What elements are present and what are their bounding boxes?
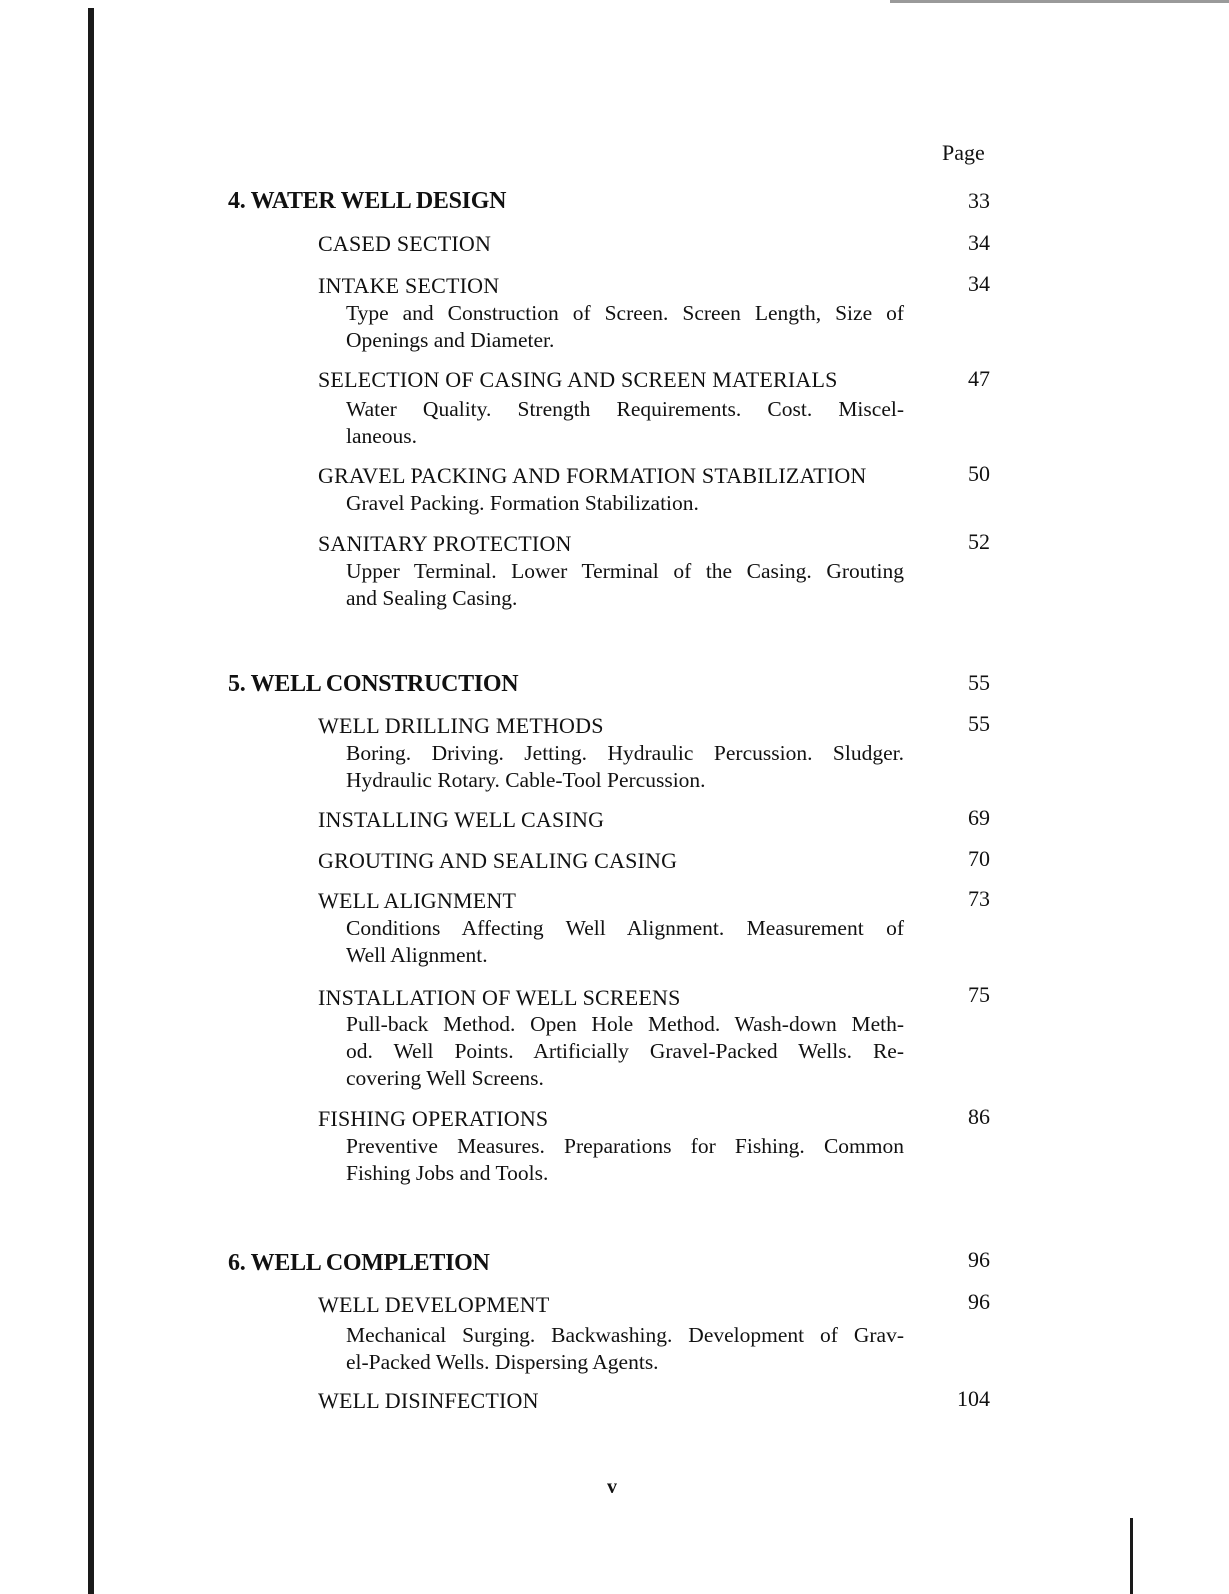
description-line: Gravel Packing. Formation Stabilization. bbox=[346, 491, 699, 515]
scan-edge-left bbox=[88, 8, 94, 1594]
section-page-number: 75 bbox=[968, 982, 990, 1007]
chapter-page-number: 33 bbox=[968, 188, 990, 213]
page-column-label: Page bbox=[942, 140, 985, 165]
section-title: GRAVEL PACKING AND FORMATION STABILIZATION bbox=[318, 463, 867, 488]
section-page-number: 50 bbox=[968, 461, 990, 486]
page-folio: v bbox=[607, 1476, 617, 1498]
section-description bbox=[346, 300, 904, 354]
section-title: FISHING OPERATIONS bbox=[318, 1106, 549, 1131]
chapter-title: 5. WELL CONSTRUCTION bbox=[228, 671, 519, 697]
description-line: Fishing Jobs and Tools. bbox=[346, 1161, 549, 1185]
section-description bbox=[346, 1322, 904, 1376]
section-title: INSTALLATION OF WELL SCREENS bbox=[318, 985, 681, 1010]
section-description bbox=[346, 1133, 904, 1187]
description-line: Water Quality. Strength Requirements. Cost. Miscel- bbox=[346, 397, 904, 421]
description-line: Mechanical Surging. Backwashing. Development of Grav- bbox=[346, 1323, 904, 1347]
section-title: CASED SECTION bbox=[318, 231, 492, 256]
section-page-number: 34 bbox=[968, 271, 990, 296]
description-line: Upper Terminal. Lower Terminal of the Casing. Grouting bbox=[346, 559, 904, 583]
section-title: WELL DISINFECTION bbox=[318, 1388, 539, 1413]
section-page-number: 104 bbox=[957, 1386, 990, 1411]
section-page-number: 47 bbox=[968, 366, 990, 391]
scan-top-rule bbox=[890, 0, 1229, 3]
section-page-number: 55 bbox=[968, 711, 990, 736]
description-line: el-Packed Wells. Dispersing Agents. bbox=[346, 1350, 659, 1374]
section-description bbox=[346, 740, 904, 794]
chapter-title: 6. WELL COMPLETION bbox=[228, 1250, 490, 1276]
section-title: INTAKE SECTION bbox=[318, 273, 500, 298]
section-title: WELL DEVELOPMENT bbox=[318, 1292, 550, 1317]
section-page-number: 69 bbox=[968, 805, 990, 830]
chapter-title: 4. WATER WELL DESIGN bbox=[228, 188, 507, 214]
section-title: SANITARY PROTECTION bbox=[318, 531, 572, 556]
description-line: Preventive Measures. Preparations for Fishing. Common bbox=[346, 1134, 904, 1158]
section-title: WELL DRILLING METHODS bbox=[318, 713, 604, 738]
description-line: Pull-back Method. Open Hole Method. Wash-down Meth- bbox=[346, 1012, 904, 1036]
section-page-number: 73 bbox=[968, 886, 990, 911]
description-line: Boring. Driving. Jetting. Hydraulic Percussion. Sludger. bbox=[346, 741, 904, 765]
section-page-number: 52 bbox=[968, 529, 990, 554]
description-line: od. Well Points. Artificially Gravel-Packed Wells. Re- bbox=[346, 1039, 904, 1063]
section-title: SELECTION OF CASING AND SCREEN MATERIALS bbox=[318, 367, 838, 392]
section-title: WELL ALIGNMENT bbox=[318, 888, 517, 913]
description-line: Conditions Affecting Well Alignment. Measurement of bbox=[346, 916, 904, 940]
section-description bbox=[346, 915, 904, 969]
description-line: Well Alignment. bbox=[346, 943, 488, 967]
section-page-number: 70 bbox=[968, 846, 990, 871]
section-description bbox=[346, 1011, 904, 1092]
section-description bbox=[346, 558, 904, 612]
scan-edge-right bbox=[1130, 1518, 1133, 1594]
description-line: and Sealing Casing. bbox=[346, 586, 518, 610]
description-line: Openings and Diameter. bbox=[346, 328, 555, 352]
section-page-number: 34 bbox=[968, 230, 990, 255]
description-line: covering Well Screens. bbox=[346, 1066, 544, 1090]
section-page-number: 96 bbox=[968, 1289, 990, 1314]
section-page-number: 86 bbox=[968, 1104, 990, 1129]
section-description bbox=[346, 396, 904, 450]
description-line: Hydraulic Rotary. Cable-Tool Percussion. bbox=[346, 768, 706, 792]
section-title: GROUTING AND SEALING CASING bbox=[318, 848, 678, 873]
chapter-page-number: 55 bbox=[968, 670, 990, 695]
description-line: Type and Construction of Screen. Screen Length, Size of bbox=[346, 301, 904, 325]
chapter-page-number: 96 bbox=[968, 1247, 990, 1272]
description-line: laneous. bbox=[346, 424, 418, 448]
section-description bbox=[346, 490, 904, 517]
section-title: INSTALLING WELL CASING bbox=[318, 807, 605, 832]
